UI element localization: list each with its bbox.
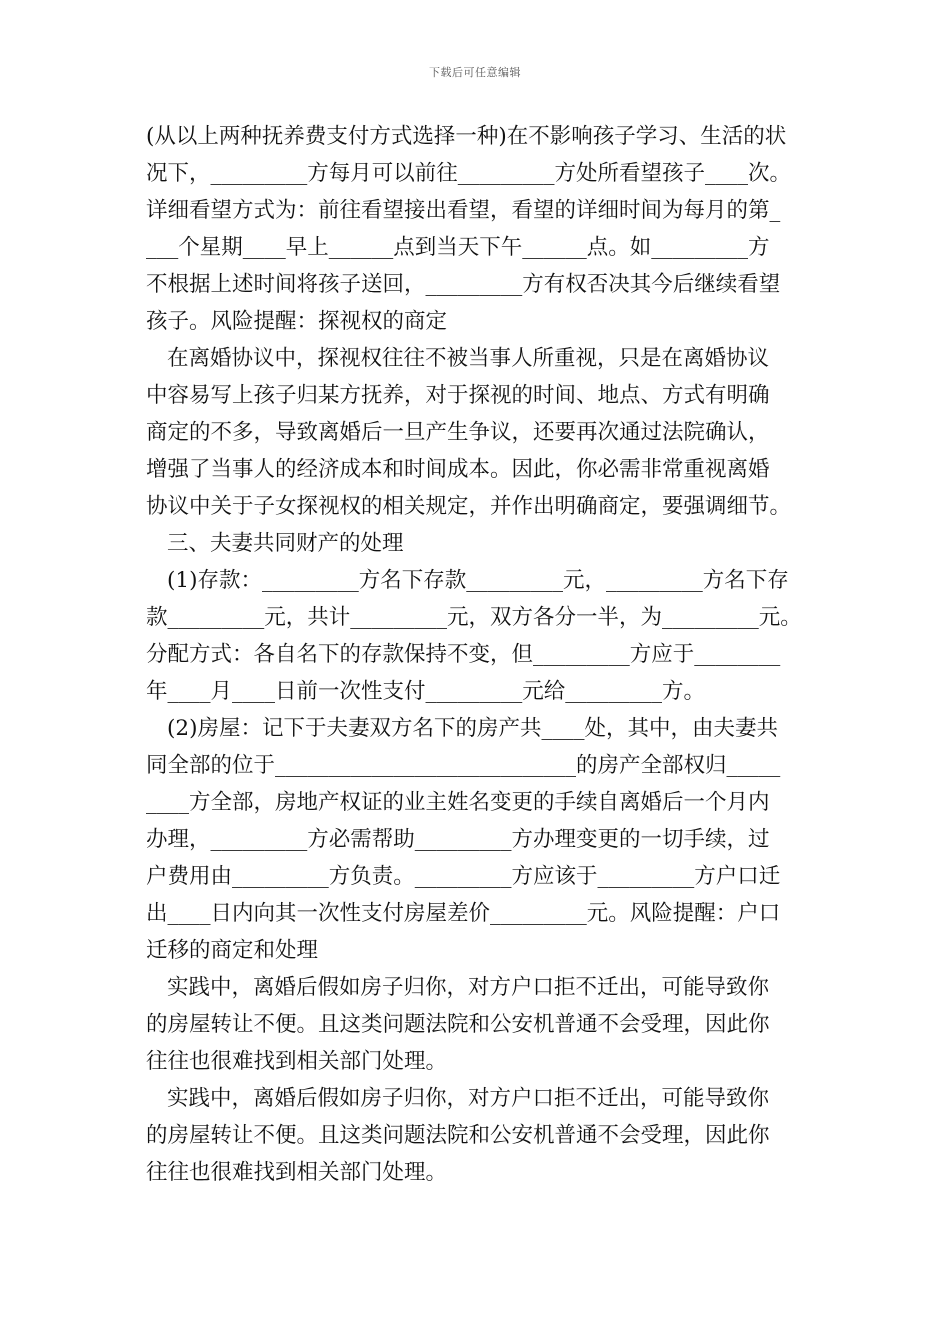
text-line: 增强了当事人的经济成本和时间成本。因此，你必需非常重视离婚: [146, 457, 770, 482]
page-header: 下载后可任意编辑: [429, 66, 521, 79]
text-line: 分配方式：各自名下的存款保持不变，但_________方应于________: [146, 642, 781, 667]
text-line: 款_________元，共计_________元，双方各分一半，为_________元。: [146, 605, 802, 630]
text-line: 同全部的位于____________________________的房产全部权归_____: [146, 753, 781, 778]
paragraph-start-line: (2)房屋：记下于夫妻双方名下的房产共____处，其中，由夫妻共: [167, 716, 778, 741]
section-heading: 三、夫妻共同财产的处理: [167, 531, 404, 556]
paragraph-start-line: 在离婚协议中，探视权往往不被当事人所重视，只是在离婚协议: [167, 346, 770, 371]
text-line: 办理，_________方必需帮助_________方办理变更的一切手续，过: [146, 827, 770, 852]
text-line: 商定的不多，导致离婚后一旦产生争议，还要再次通过法院确认，: [146, 420, 770, 445]
text-line: ___个星期____早上______点到当天下午______点。如_________方: [146, 235, 770, 260]
paragraph-start-line: (1)存款：_________方名下存款_________元，_________方名下存: [167, 568, 789, 593]
text-line: 出____日内向其一次性支付房屋差价_________元。风险提醒：户口: [146, 901, 781, 926]
text-line: ____方全部，房地产权证的业主姓名变更的手续自离婚后一个月内: [146, 790, 770, 815]
text-line: 年____月____日前一次性支付_________元给_________方。: [146, 679, 706, 704]
text-line: 迁移的商定和处理: [146, 938, 319, 963]
document-body: [146, 118, 810, 1191]
text-line: (从以上两种抚养费支付方式选择一种)在不影响孩子学习、生活的状: [146, 124, 787, 149]
text-line: 往往也很难找到相关部门处理。: [146, 1160, 448, 1185]
text-line: 的房屋转让不便。且这类问题法院和公安机普通不会受理，因此你: [146, 1123, 770, 1148]
paragraph-start-line: 实践中，离婚后假如房子归你，对方户口拒不迁出，可能导致你: [167, 1086, 770, 1111]
text-line: 孩子。风险提醒：探视权的商定: [146, 309, 448, 334]
text-line: 况下，_________方每月可以前往_________方处所看望孩子____次。: [146, 161, 792, 186]
paragraph-start-line: 实践中，离婚后假如房子归你，对方户口拒不迁出，可能导致你: [167, 975, 770, 1000]
text-line: 协议中关于子女探视权的相关规定，并作出明确商定，要强调细节。: [146, 494, 792, 519]
text-line: 详细看望方式为：前往看望接出看望，看望的详细时间为每月的第_: [146, 198, 781, 223]
text-line: 的房屋转让不便。且这类问题法院和公安机普通不会受理，因此你: [146, 1012, 770, 1037]
text-line: 户费用由_________方负责。_________方应该于_________方户口迁: [146, 864, 781, 889]
text-line: 往往也很难找到相关部门处理。: [146, 1049, 448, 1074]
text-line: 不根据上述时间将孩子送回，_________方有权否决其今后继续看望: [146, 272, 781, 297]
text-line: 中容易写上孩子归某方抚养，对于探视的时间、地点、方式有明确: [146, 383, 770, 408]
